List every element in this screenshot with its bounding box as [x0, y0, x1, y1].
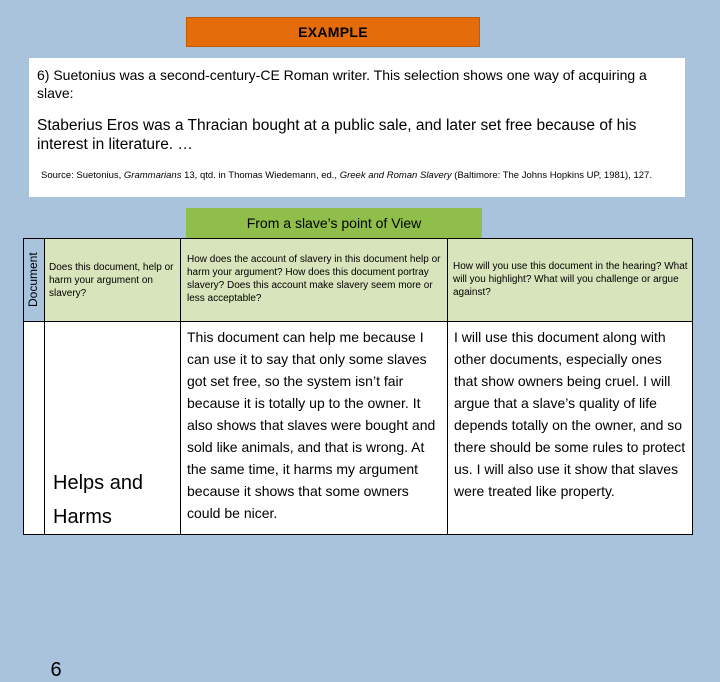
- citation-title-grammarians: Grammarians: [123, 170, 182, 181]
- verdict-cell: [45, 322, 181, 535]
- question-hearing: How will you use this document in the hearing? What will you highlight? What will you challenge or argue against?: [448, 239, 693, 322]
- source-box: [29, 58, 685, 197]
- pov-header: [186, 208, 482, 238]
- side-label-cell: [24, 239, 45, 322]
- document-quote: Staberius Eros was a Thracian bought at a public sale, and later set free because of his interest in literature. …: [37, 117, 637, 153]
- answer-account: This document can help me because I can use it to say that only some slaves got set free, so the system isn’t fair because it is totally up to the owner. It also shows that slaves were bought and sold like animals, and that is wrong. At the same time, it harms my argument because it shows that some owners could be nicer.: [181, 322, 448, 535]
- answer-hearing: I will use this document along with other documents, especially ones that show owners being cruel. I will argue that a slave’s quality of life depends totally on the owner, and so there should be some rules to protect us. I will also use it show that slaves were treated like property.: [448, 322, 693, 535]
- example-banner: [186, 17, 480, 47]
- question-help-harm: Does this document, help or harm your argument on slavery?: [45, 239, 181, 322]
- question-account: How does the account of slavery in this document help or harm your argument? How does this document portray slavery? Does this account make slavery seem more or less acceptable?: [181, 239, 448, 322]
- citation-mid: 13, qtd. in Thomas Wiedemann, ed.,: [181, 170, 340, 181]
- analysis-table: [23, 238, 693, 681]
- pov-header-label: From a slave’s point of View: [246, 215, 422, 231]
- verdict-line-1: Helps and: [53, 472, 144, 494]
- citation-prefix: Source: Suetonius,: [41, 170, 124, 181]
- document-number: 6: [50, 658, 62, 681]
- citation-title-slavery: Greek and Roman Slavery: [339, 170, 452, 181]
- question-row: [24, 239, 693, 322]
- document-citation: [41, 170, 675, 181]
- document-intro: 6) Suetonius was a second-century-CE Roman writer. This selection shows one way of acquiring a slave:: [37, 67, 647, 101]
- answer-row: [24, 322, 693, 535]
- document-number-cell: [24, 322, 62, 681]
- citation-suffix: (Baltimore: The Johns Hopkins UP, 1981), 127.: [451, 170, 652, 181]
- verdict-line-2: Harms: [53, 506, 112, 528]
- example-label: EXAMPLE: [298, 24, 368, 40]
- side-label: Document: [26, 252, 40, 307]
